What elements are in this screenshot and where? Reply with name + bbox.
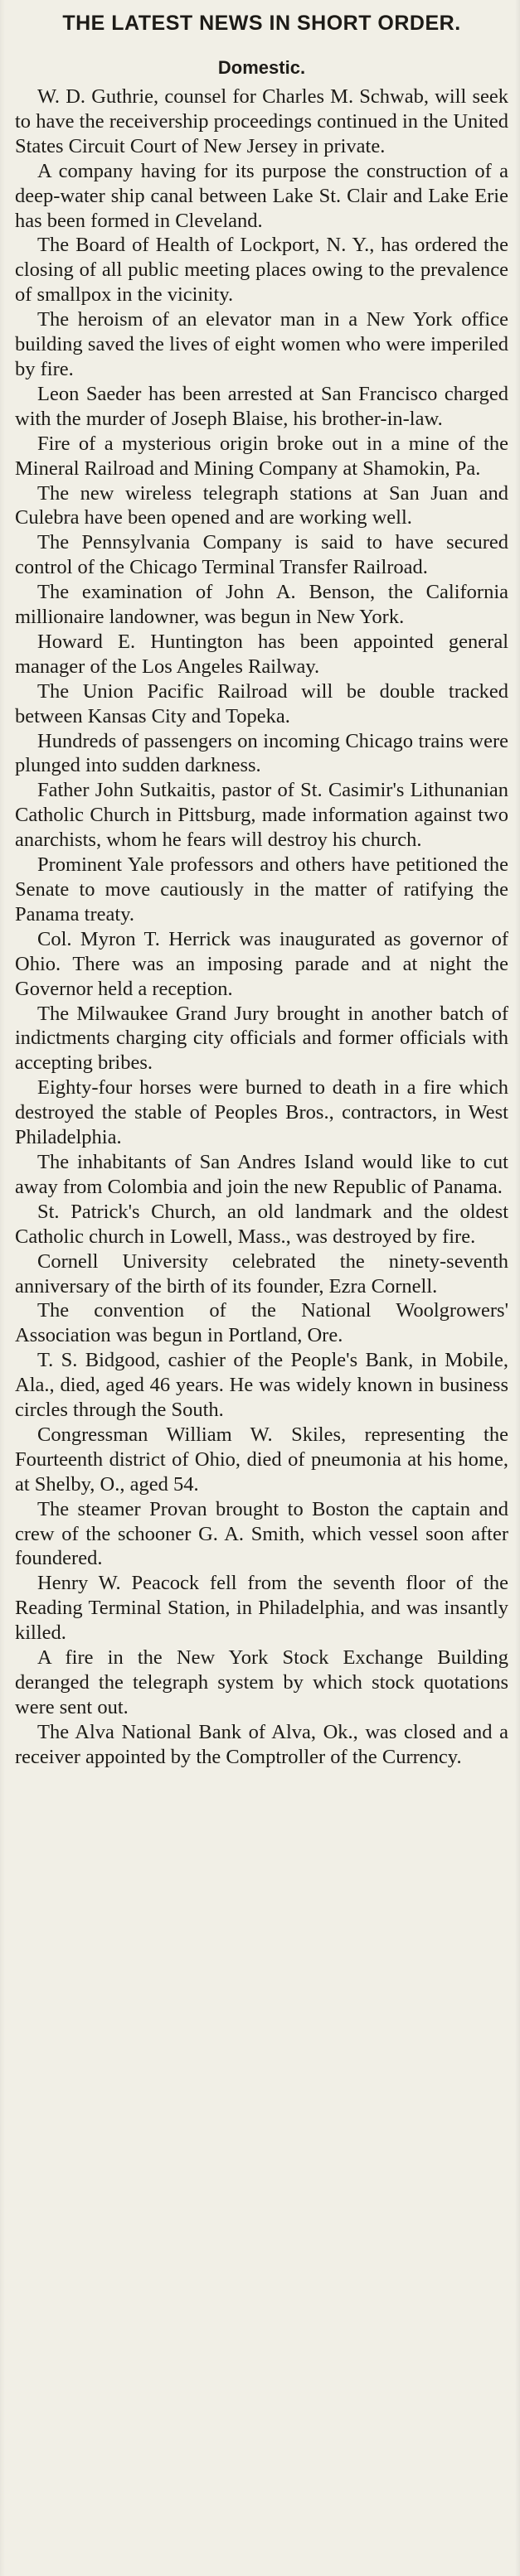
news-item: The Alva National Bank of Alva, Ok., was closed and a receiver appointed by the Comptroller of the Currency. bbox=[15, 1720, 508, 1768]
headline: THE LATEST NEWS IN SHORT ORDER. bbox=[62, 12, 461, 35]
news-item: The Union Pacific Railroad will be double tracked between Kansas City and Topeka. bbox=[15, 679, 508, 727]
news-item: The examination of John A. Benson, the California millionaire landowner, was begun in New York. bbox=[15, 581, 508, 629]
news-item: The Pennsylvania Company is said to have secured control of the Chicago Terminal Transfer Railroad. bbox=[15, 531, 508, 579]
news-item: The Milwaukee Grand Jury brought in another batch of indictments charging city officials and former officials with accepting bribes. bbox=[15, 1002, 508, 1075]
news-item: The convention of the National Woolgrowers' Association was begun in Portland, Ore. bbox=[15, 1299, 508, 1347]
news-item: The new wireless telegraph stations at San Juan and Culebra have been opened and are working well. bbox=[15, 481, 508, 529]
news-item: Congressman William W. Skiles, representing the Fourteenth district of Ohio, died of pneumonia at his home, at Shelby, O., aged 54. bbox=[15, 1423, 508, 1496]
news-item: Eighty-four horses were burned to death in a fire which destroyed the stable of Peoples Bros., contractors, in West Philadelphia. bbox=[15, 1076, 508, 1149]
news-item: Cornell University celebrated the ninety-seventh anniversary of the birth of its founder, Ezra Cornell. bbox=[15, 1249, 508, 1298]
news-item: W. D. Guthrie, counsel for Charles M. Schwab, will seek to have the receivership proceedings continued in the United States Circuit Court of New Jersey in private. bbox=[15, 85, 508, 157]
news-item: A fire in the New York Stock Exchange Building deranged the telegraph system by which stock quotations were sent out. bbox=[15, 1646, 508, 1718]
news-item: St. Patrick's Church, an old landmark and the oldest Catholic church in Lowell, Mass., was destroyed by fire. bbox=[15, 1200, 508, 1248]
news-item: Hundreds of passengers on incoming Chicago trains were plunged into sudden darkness. bbox=[15, 729, 508, 777]
news-item: The Board of Health of Lockport, N. Y., has ordered the closing of all public meeting places owing to the prevalence of smallpox in the vicinity. bbox=[15, 234, 508, 307]
news-item: Col. Myron T. Herrick was inaugurated as governor of Ohio. There was an imposing parade and at night the Governor held a reception. bbox=[15, 927, 508, 1000]
news-item: Howard E. Huntington has been appointed general manager of the Los Angeles Railway. bbox=[15, 630, 508, 678]
news-item: T. S. Bidgood, cashier of the People's Bank, in Mobile, Ala., died, aged 46 years. He was widely known in business circles through the South. bbox=[15, 1349, 508, 1422]
section-heading: Domestic. bbox=[217, 57, 306, 78]
news-item: Fire of a mysterious origin broke out in a mine of the Mineral Railroad and Mining Company at Shamokin, Pa. bbox=[15, 432, 508, 480]
news-item: Prominent Yale professors and others have petitioned the Senate to move cautiously in the matter of ratifying the Panama treaty. bbox=[15, 853, 508, 926]
news-item: Leon Saeder has been arrested at San Francisco charged with the murder of Joseph Blaise, his brother-in-law. bbox=[15, 382, 508, 430]
news-item: Henry W. Peacock fell from the seventh floor of the Reading Terminal Station, in Philadelphia, and was insantly killed. bbox=[15, 1572, 508, 1645]
news-item: The inhabitants of San Andres Island would like to cut away from Colombia and join the new Republic of Panama. bbox=[15, 1150, 508, 1198]
news-items-list bbox=[15, 85, 508, 1770]
news-item: Father John Sutkaitis, pastor of St. Casimir's Lithunanian Catholic Church in Pittsburg, made information against two anarchists, whom he fears will destroy his church. bbox=[15, 779, 508, 852]
news-item: The steamer Provan brought to Boston the captain and crew of the schooner G. A. Smith, which vessel soon after foundered. bbox=[15, 1497, 508, 1570]
news-item: The heroism of an elevator man in a New York office building saved the lives of eight women who were imperiled by fire. bbox=[15, 308, 508, 380]
news-item: A company having for its purpose the construction of a deep-water ship canal between Lake St. Clair and Lake Erie has been formed in Cleveland. bbox=[15, 159, 508, 232]
